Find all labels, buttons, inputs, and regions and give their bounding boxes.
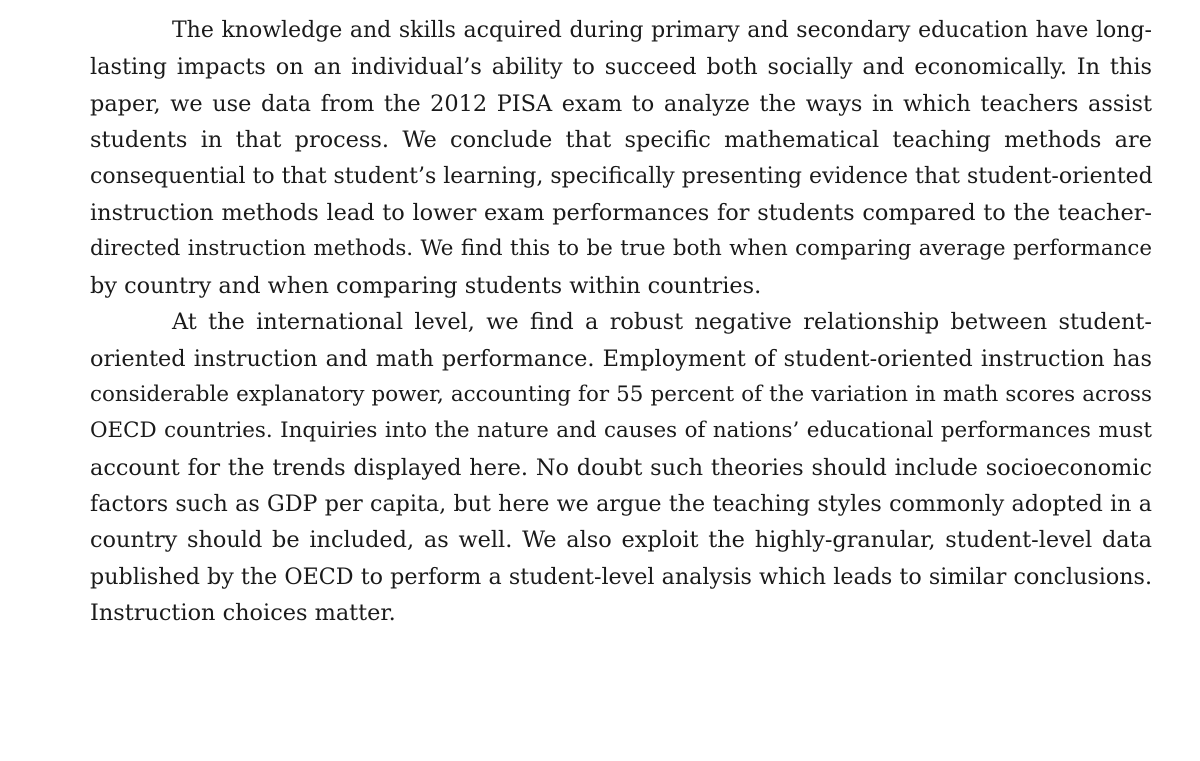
- text-line: country should be included, as well. We also exploit the highly-granular, student-level data: [90, 527, 1152, 554]
- text-line: The knowledge and skills acquired during primary and secondary education have long-: [172, 18, 1152, 43]
- text-line: At the international level, we find a robust negative relationship between student-: [172, 309, 1152, 336]
- text-line: lasting impacts on an individual’s ability to succeed both socially and economically. In this: [90, 54, 1152, 81]
- text-line: considerable explanatory power, accounting for 55 percent of the variation in math scores across: [90, 381, 1152, 407]
- text-line: OECD countries. Inquiries into the nature and causes of nations’ educational performances must: [90, 418, 1152, 444]
- paragraph-2: [90, 304, 1152, 632]
- text-line: oriented instruction and math performance. Employment of student-oriented instruction has: [90, 345, 1152, 372]
- text-line: account for the trends displayed here. No doubt such theories should include socioeconomic: [90, 454, 1152, 481]
- text-line: consequential to that student’s learning, specifically presenting evidence that student-oriented: [90, 163, 1153, 189]
- paragraph-1: [90, 13, 1152, 304]
- text-line: instruction methods lead to lower exam performances for students compared to the teacher-: [90, 199, 1152, 226]
- text-line-last: Instruction choices matter.: [90, 600, 396, 627]
- text-line-last: by country and when comparing students within countries.: [90, 272, 762, 299]
- text-line: students in that process. We conclude that specific mathematical teaching methods are: [90, 127, 1152, 154]
- text-line: published by the OECD to perform a student-level analysis which leads to similar conclusions.: [90, 563, 1152, 590]
- paper-body: [90, 13, 1152, 632]
- text-line: factors such as GDP per capita, but here we argue the teaching styles commonly adopted in a: [90, 491, 1152, 518]
- text-line: directed instruction methods. We find this to be true both when comparing average performance: [90, 236, 1152, 262]
- text-line: paper, we use data from the 2012 PISA exam to analyze the ways in which teachers assist: [90, 90, 1152, 117]
